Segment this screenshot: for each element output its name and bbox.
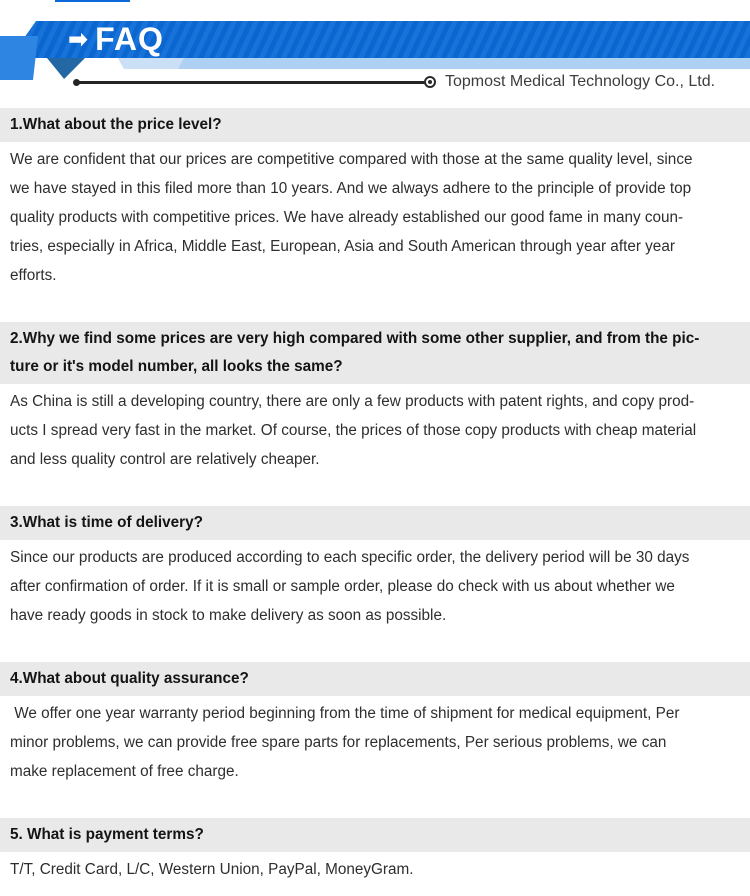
faq-section-5 <box>0 818 750 884</box>
answer-line: As China is still a developing country, there are only a few products with patent rights, and copy prod- <box>10 393 695 410</box>
question-line: 4.What about quality assurance? <box>10 670 249 687</box>
question-line: 2.Why we find some prices are very high compared with some other supplier, and from the pic- <box>10 330 700 347</box>
question-heading <box>0 506 750 540</box>
answer-line: We offer one year warranty period beginning from the time of shipment for medical equipment, Per <box>10 705 680 722</box>
answer-line: Since our products are produced according to each specific order, the delivery period will be 30 days <box>10 549 690 566</box>
faq-section-4 <box>0 662 750 786</box>
arrow-right-icon: ➡ <box>68 24 89 54</box>
answer-paragraph <box>0 855 750 884</box>
faq-banner-tab <box>68 21 164 58</box>
answer-line: T/T, Credit Card, L/C, Western Union, PayPal, MoneyGram. <box>10 861 414 878</box>
answer-paragraph <box>0 387 750 474</box>
question-line: ture or it's model number, all looks the same? <box>10 358 343 375</box>
answer-paragraph <box>0 145 750 290</box>
faq-sections <box>0 108 750 884</box>
answer-paragraph <box>0 543 750 630</box>
light-blue-stripe <box>110 58 750 69</box>
answer-line: make replacement of free charge. <box>10 763 239 780</box>
question-line: 3.What is time of delivery? <box>10 514 203 531</box>
company-name: Topmost Medical Technology Co., Ltd. <box>445 73 716 90</box>
answer-line: after confirmation of order. If it is small or sample order, please do check with us about whether we <box>10 578 675 595</box>
top-edge-accent <box>55 0 130 2</box>
answer-line: and less quality control are relatively cheaper. <box>10 451 320 468</box>
faq-section-1 <box>0 108 750 290</box>
question-heading <box>0 818 750 852</box>
answer-line: we have stayed in this filed more than 10 years. And we always adhere to the principle of provide top <box>10 180 692 197</box>
answer-line: quality products with competitive prices. We have already established our good fame in many coun- <box>10 209 684 226</box>
question-line: 5. What is payment terms? <box>10 826 204 843</box>
answer-line: have ready goods in stock to make delivery as soon as possible. <box>10 607 447 624</box>
light-blue-stripe-highlight <box>116 58 184 69</box>
ribbon-left-wing <box>0 36 40 80</box>
answer-line: We are confident that our prices are competitive compared with those at the same quality level, since <box>10 151 693 168</box>
company-divider-row <box>73 74 715 90</box>
question-line: 1.What about the price level? <box>10 116 222 133</box>
answer-paragraph <box>0 699 750 786</box>
answer-line: efforts. <box>10 267 57 284</box>
question-heading <box>0 108 750 142</box>
divider-line <box>79 81 425 84</box>
question-heading <box>0 662 750 696</box>
question-heading <box>0 322 750 384</box>
header-banner <box>0 0 750 108</box>
answer-line: ucts I spread very fast in the market. Of course, the prices of those copy products with cheap material <box>10 422 697 439</box>
faq-section-2 <box>0 322 750 474</box>
answer-line: tries, especially in Africa, Middle East, European, Asia and South American through year after year <box>10 238 675 255</box>
target-dot-icon <box>424 76 436 88</box>
faq-banner-title: FAQ <box>95 20 164 57</box>
faq-section-3 <box>0 506 750 630</box>
answer-line: minor problems, we can provide free spare parts for replacements, Per serious problems, we can <box>10 734 667 751</box>
